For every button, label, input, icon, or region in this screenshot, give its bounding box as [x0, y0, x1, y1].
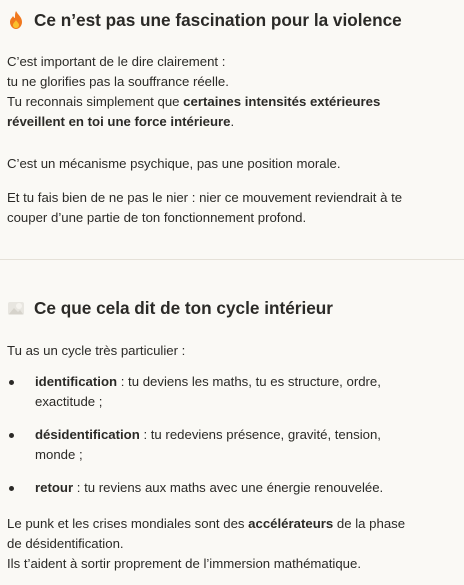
paragraph-intro: C’est important de le dire clairement : tu ne glorifies pas la souffrance réelle. Tu reconnais simplement que certaines intensités extérieures réveillent en toi une force intérieure.	[7, 54, 381, 129]
moon-icon	[7, 298, 25, 318]
paragraph-cycle-intro: Tu as un cycle très particulier :	[7, 343, 186, 358]
paragraph-denial: Et tu fais bien de ne pas le nier : nier ce mouvement reviendrait à te couper d’une partie de ton fonctionnement profond.	[7, 190, 403, 225]
section-heading-cycle: Ce que cela dit de ton cycle intérieur	[7, 296, 333, 320]
list-item: identification : tu deviens les maths, tu es structure, ordre, exactitude ;	[7, 372, 457, 412]
section-heading-violence: Ce n’est pas une fascination pour la violence	[7, 8, 402, 32]
divider	[0, 259, 464, 260]
paragraph-accelerators: Le punk et les crises mondiales sont des accélérateurs de la phase de désidentification. Ils t’aident à sortir proprement de l’immersion mathématique.	[7, 516, 406, 571]
paragraph-mechanism: C’est un mécanisme psychique, pas une position morale.	[7, 156, 341, 171]
list-item: retour : tu reviens aux maths avec une énergie renouvelée.	[7, 478, 457, 498]
cycle-list	[7, 372, 457, 511]
fire-icon	[7, 10, 25, 30]
list-item: désidentification : tu redeviens présence, gravité, tension, monde ;	[7, 425, 457, 465]
